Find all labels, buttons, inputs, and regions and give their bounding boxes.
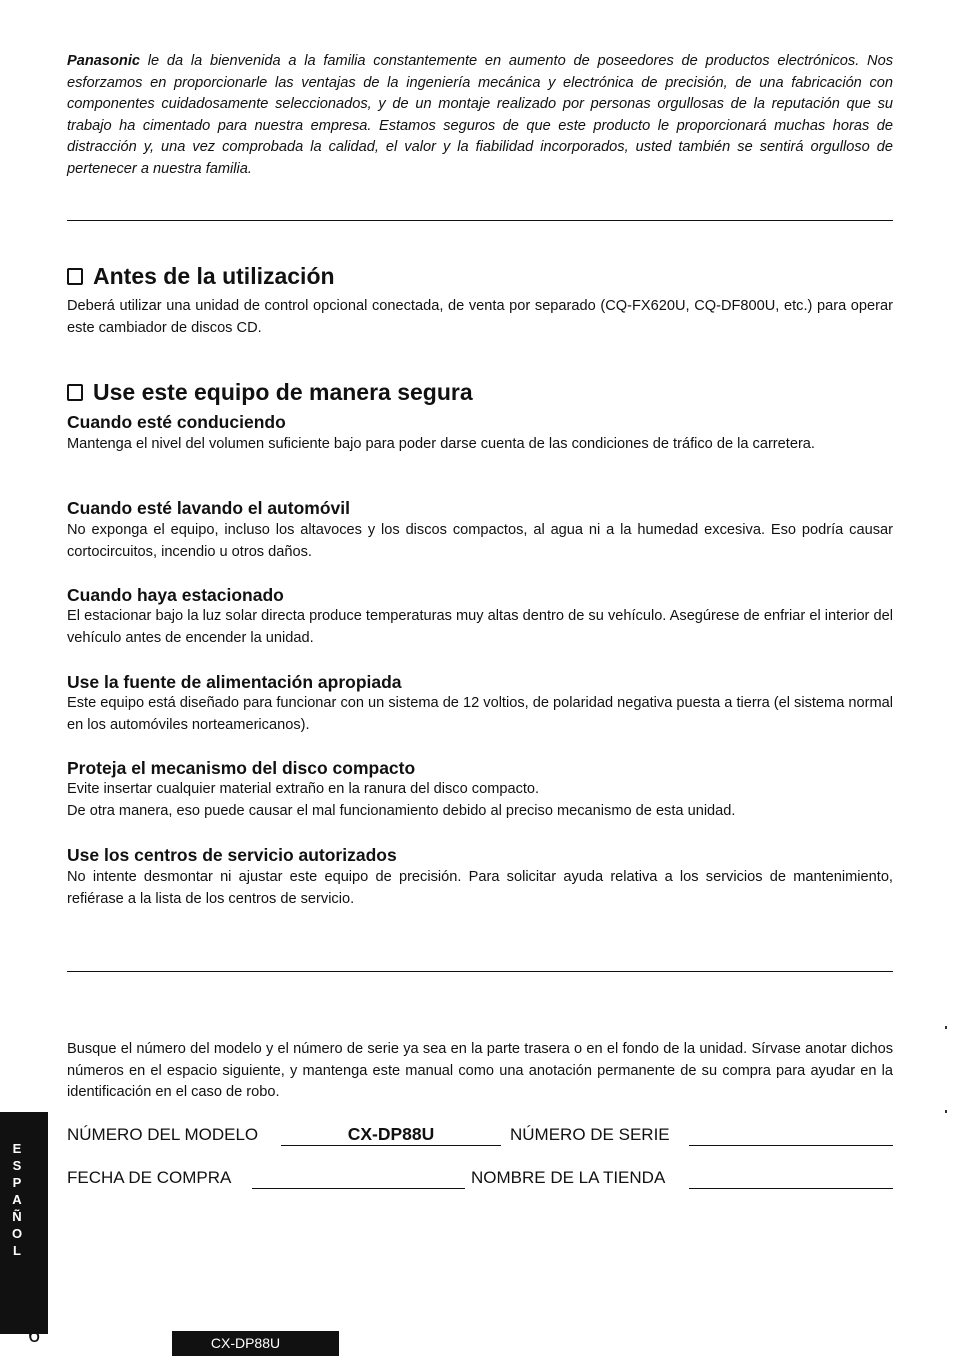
scan-mark	[945, 1026, 947, 1029]
model-number-label: NÚMERO DEL MODELO	[67, 1125, 259, 1144]
footer-model-label: CX-DP88U	[172, 1331, 339, 1356]
form-row-date-store	[67, 1167, 893, 1193]
store-name-label: NOMBRE DE LA TIENDA	[471, 1168, 666, 1187]
scan-mark	[945, 1110, 947, 1113]
text-driving: Mantenga el nivel del volumen suficiente bajo para poder darse cuenta de las condiciones de tráfico de la carretera.	[67, 436, 815, 452]
page-number: 6	[28, 1322, 41, 1347]
section-title-before-use	[67, 262, 335, 290]
purchase-date-label: FECHA DE COMPRA	[67, 1168, 232, 1187]
record-instructions: Busque el número del modelo y el número de serie ya sea en la parte trasera o en el fondo de la unidad. Sírvase anotar dichos números en el espacio siguiente, y mantenga este manual como una anotación permanente de su compra para ayudar en la identificación en el caso de robo.	[67, 1041, 893, 1100]
form-row-model-serial	[67, 1124, 893, 1150]
purchase-date-field[interactable]	[252, 1188, 465, 1189]
subhead-parked: Cuando haya estacionado	[67, 585, 284, 605]
serial-number-label: NÚMERO DE SERIE	[510, 1125, 670, 1144]
side-tab-letter: A	[12, 1192, 22, 1207]
subhead-service-centers: Use los centros de servicio autorizados	[67, 845, 397, 865]
checkbox-square-icon	[67, 268, 83, 285]
model-number-value: CX-DP88U	[347, 1124, 435, 1144]
brand-name: Panasonic	[67, 53, 140, 69]
subhead-cd-mechanism: Proteja el mecanismo del disco compacto	[67, 758, 416, 778]
text-cd-mechanism-1: Evite insertar cualquier material extraño en la ranura del disco compacto.	[67, 781, 540, 797]
text-washing: No exponga el equipo, incluso los altavoces y los discos compactos, al agua ni a la humedad excesiva. Eso podría causar cortocircuitos, incendio u otros daños.	[67, 522, 893, 560]
serial-number-field[interactable]	[689, 1145, 893, 1146]
checkbox-square-icon	[67, 384, 83, 401]
side-tab-letter: E	[12, 1141, 22, 1156]
divider-bottom	[67, 971, 893, 972]
section-title-safety-label: Use este equipo de manera segura	[93, 379, 473, 405]
intro-text: le da la bienvenida a la familia constantemente en aumento de poseedores de productos electrónicos. Nos esforzamos en proporcionarle las ventajas de la ingeniería mecánica y electrónica de precisión, de una fabricación con componentes cuidadosamente seleccionados, y de un montaje realizado por personas orgullosas de la reputación que su trabajo ha cimentado para nuestra empresa. Estamos seguros de que este producto le proporcionará muchas horas de distracción y, una vez comprobada la calidad, el valor y la fiabilidad incorporados, usted también se sentirá orgulloso de pertenecer a nuestra familia.	[67, 53, 893, 177]
model-number-line	[281, 1145, 501, 1146]
text-service-centers: No intente desmontar ni ajustar este equipo de precisión. Para solicitar ayuda relativa a los servicios de mantenimiento, refiérase a la lista de los centros de servicio.	[67, 869, 893, 907]
language-side-tab	[0, 1112, 48, 1334]
text-power-supply: Este equipo está diseñado para funcionar con un sistema de 12 voltios, de polaridad negativa puesta a tierra (el sistema normal en los automóviles norteamericanos).	[67, 695, 893, 733]
side-tab-letter: S	[12, 1158, 22, 1173]
intro-paragraph	[67, 51, 893, 181]
side-tab-letter: O	[11, 1226, 23, 1241]
side-tab-letter: L	[13, 1243, 21, 1258]
subhead-power-supply: Use la fuente de alimentación apropiada	[67, 672, 402, 692]
subhead-washing: Cuando esté lavando el automóvil	[67, 498, 350, 518]
side-tab-letter: Ñ	[12, 1209, 22, 1224]
section-title-safety	[67, 378, 473, 406]
before-use-text: Deberá utilizar una unidad de control opcional conectada, de venta por separado (CQ-FX620U, CQ-DF800U, etc.) para operar este cambiador de discos CD.	[67, 298, 893, 336]
section-title-before-use-label: Antes de la utilización	[93, 263, 335, 289]
text-cd-mechanism-2: De otra manera, eso puede causar el mal funcionamiento debido al preciso mecanismo de esta unidad.	[67, 803, 736, 819]
divider-top	[67, 220, 893, 221]
store-name-field[interactable]	[689, 1188, 893, 1189]
text-parked: El estacionar bajo la luz solar directa produce temperaturas muy altas dentro de su vehículo. Asegúrese de enfriar el interior del vehículo antes de encender la unidad.	[67, 608, 893, 646]
side-tab-letter: P	[12, 1175, 22, 1190]
subhead-driving: Cuando esté conduciendo	[67, 412, 286, 432]
